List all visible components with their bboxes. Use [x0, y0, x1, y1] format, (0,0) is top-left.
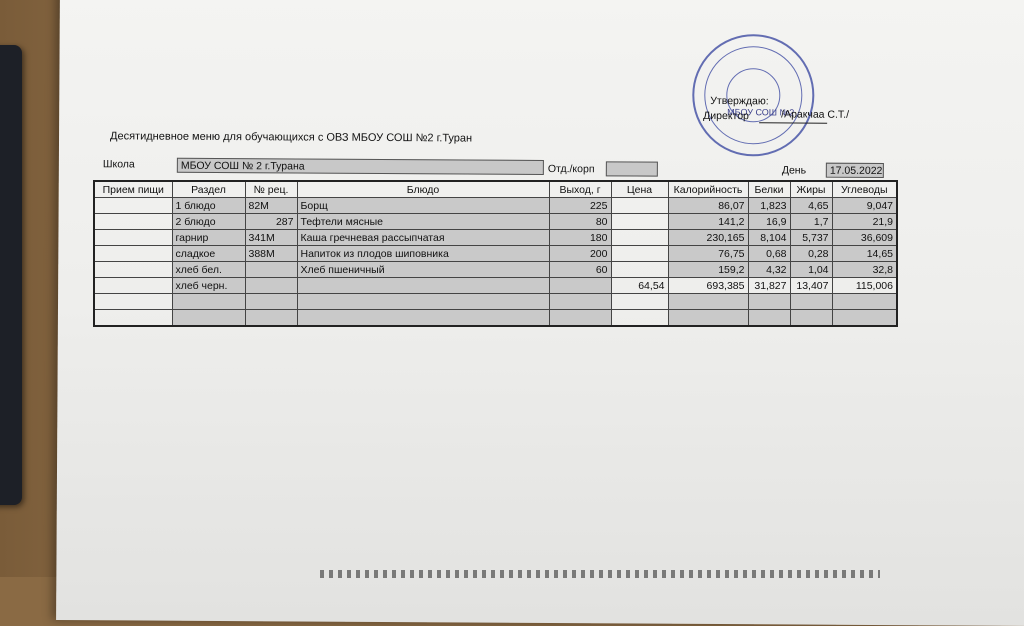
cell-meal: [94, 278, 172, 294]
cell-meal: [94, 246, 172, 262]
cell-protein: 31,827: [748, 278, 790, 294]
cell-yield: 80: [549, 214, 611, 230]
cell-price: [611, 262, 668, 278]
cell-meal: [94, 262, 172, 278]
column-header: Блюдо: [297, 181, 549, 198]
cell-yield: 200: [549, 246, 611, 262]
cell-calories: 86,07: [668, 198, 748, 214]
cell-protein: 0,68: [748, 246, 790, 262]
column-header: Выход, г: [549, 181, 611, 198]
column-header: Углеводы: [832, 181, 897, 198]
cell-recipe: 82М: [245, 198, 297, 214]
cell-fat: 0,28: [790, 246, 832, 262]
cell-section: хлеб бел.: [172, 262, 245, 278]
cell-price: [611, 294, 668, 310]
cell-dish: [297, 294, 549, 310]
approve-label: Утверждаю:: [710, 94, 769, 108]
cell-recipe: [245, 278, 297, 294]
cell-dish: [297, 278, 549, 294]
menu-table: [93, 180, 898, 327]
cell-recipe: 388М: [245, 246, 297, 262]
cell-meal: [94, 198, 172, 214]
cell-yield: [549, 310, 611, 327]
cell-recipe: 341М: [245, 230, 297, 246]
cell-meal: [94, 294, 172, 310]
cell-carbs: 14,65: [832, 246, 897, 262]
school-field: МБОУ СОШ № 2 г.Турана: [177, 158, 544, 175]
table-row: [94, 310, 897, 327]
dept-field: [606, 161, 658, 176]
cell-dish: Каша гречневая рассыпчатая: [297, 230, 549, 246]
cell-carbs: 32,8: [832, 262, 897, 278]
column-header: № рец.: [245, 181, 297, 198]
cell-fat: 5,737: [790, 230, 832, 246]
cell-fat: [790, 310, 832, 327]
cell-recipe: [245, 310, 297, 327]
cell-protein: [748, 294, 790, 310]
day-label: День: [781, 164, 807, 177]
cell-recipe: [245, 294, 297, 310]
cell-calories: 141,2: [668, 214, 748, 230]
column-header: Калорийность: [668, 181, 748, 198]
table-row: [94, 230, 897, 246]
cell-price: [611, 310, 668, 327]
cell-price: [611, 214, 668, 230]
table-header-row: [94, 181, 897, 198]
cell-protein: [748, 310, 790, 327]
table-row: [94, 262, 897, 278]
cell-fat: 13,407: [790, 278, 832, 294]
cell-protein: 8,104: [748, 230, 790, 246]
cell-fat: 1,04: [790, 262, 832, 278]
column-header: Раздел: [172, 181, 245, 198]
cell-section: хлеб черн.: [172, 278, 245, 294]
cell-meal: [94, 230, 172, 246]
cell-fat: 1,7: [790, 214, 832, 230]
cell-protein: 16,9: [748, 214, 790, 230]
cell-carbs: 21,9: [832, 214, 897, 230]
cell-recipe: [245, 262, 297, 278]
cell-calories: 76,75: [668, 246, 748, 262]
table-row: [94, 198, 897, 214]
cell-dish: Тефтели мясные: [297, 214, 549, 230]
cell-protein: 1,823: [748, 198, 790, 214]
cell-carbs: [832, 294, 897, 310]
cell-dish: Борщ: [297, 198, 549, 214]
stamp-text: МБОУ СОШ №2: [727, 107, 795, 118]
cell-calories: 693,385: [668, 278, 748, 294]
cell-recipe: 287: [245, 214, 297, 230]
cell-yield: 180: [549, 230, 611, 246]
cell-dish: Напиток из плодов шиповника: [297, 246, 549, 262]
cell-price: 64,54: [611, 278, 668, 294]
document-title: Десятидневное меню для обучающихся с ОВЗ МБОУ СОШ №2 г.Туран: [110, 130, 473, 145]
cell-meal: [94, 214, 172, 230]
table-row: [94, 294, 897, 310]
cell-section: сладкое: [172, 246, 245, 262]
cell-meal: [94, 310, 172, 327]
dept-label: Отд./корп: [547, 162, 595, 176]
cell-yield: 225: [549, 198, 611, 214]
cell-section: 2 блюдо: [172, 214, 245, 230]
cell-calories: [668, 310, 748, 327]
cell-calories: 230,165: [668, 230, 748, 246]
cell-price: [611, 230, 668, 246]
table-row: [94, 214, 897, 230]
table-row: [94, 278, 897, 294]
cell-protein: 4,32: [748, 262, 790, 278]
column-header: Жиры: [790, 181, 832, 198]
cell-fat: 4,65: [790, 198, 832, 214]
school-label: Школа: [102, 158, 135, 171]
column-header: Цена: [611, 181, 668, 198]
cell-fat: [790, 294, 832, 310]
cell-yield: 60: [549, 262, 611, 278]
cell-yield: [549, 294, 611, 310]
director-name: /Аракчаа С.Т./: [781, 108, 850, 121]
cell-calories: 159,2: [668, 262, 748, 278]
cell-price: [611, 198, 668, 214]
cell-section: гарнир: [172, 230, 245, 246]
cell-yield: [549, 278, 611, 294]
cell-carbs: 36,609: [832, 230, 897, 246]
day-field: 17.05.2022: [826, 163, 884, 178]
cell-calories: [668, 294, 748, 310]
cell-section: 1 блюдо: [172, 198, 245, 214]
director-label: Директор: [703, 109, 749, 123]
cell-price: [611, 246, 668, 262]
cell-dish: Хлеб пшеничный: [297, 262, 549, 278]
column-header: Прием пищи: [94, 181, 172, 198]
cell-section: [172, 310, 245, 327]
table-row: [94, 246, 897, 262]
cell-section: [172, 294, 245, 310]
cell-dish: [297, 310, 549, 327]
cell-carbs: [832, 310, 897, 327]
cell-carbs: 115,006: [832, 278, 897, 294]
tablet-device: [0, 45, 22, 505]
column-header: Белки: [748, 181, 790, 198]
cell-carbs: 9,047: [832, 198, 897, 214]
